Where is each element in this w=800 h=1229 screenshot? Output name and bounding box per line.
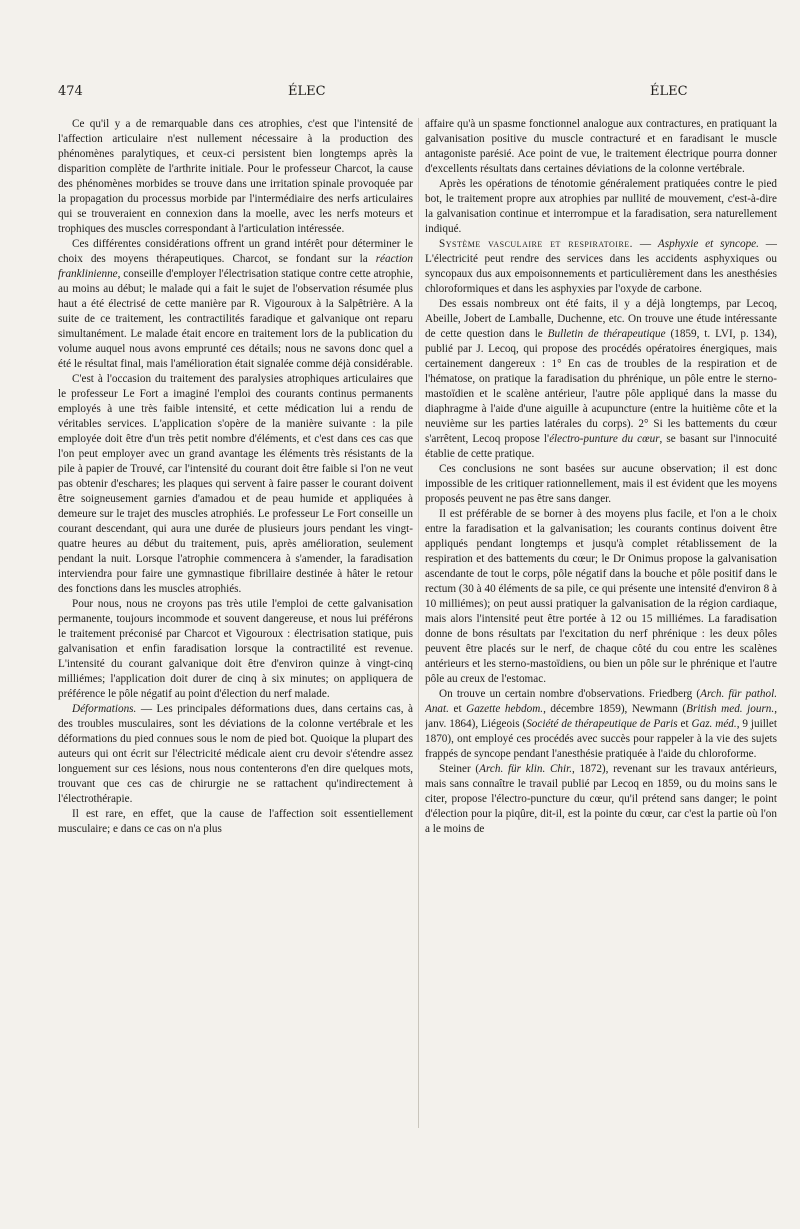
text: , décembre 1859), Newmann ( <box>543 703 687 715</box>
text: — Les principales déformations dues, dans certains cas, à des troubles musculaires, sont les déviations de la colonne vertébrale et les déformations du pied connues sous le nom de pied bot. Quoique la plupart des auteurs qui ont écrit sur l'électricité médicale aient cru devoir s'étendre assez longuement sur ces lésions, nous nous contenterons d'en dire quelques mots, trouvant que ces cas de chirurgie ne se rattachent qu'indirectement à l'électrothérapie. <box>58 703 413 805</box>
text: Steiner ( <box>439 763 480 775</box>
subsection-heading: Asphyxie et syncope. <box>657 238 759 250</box>
italic-term: réaction franklinienne <box>58 253 413 280</box>
citation: Gaz. méd. <box>691 718 737 730</box>
citation: British med. journ. <box>686 703 775 715</box>
paragraph <box>58 117 413 237</box>
paragraph <box>425 462 777 507</box>
paragraph <box>58 372 413 597</box>
text: Des essais nombreux ont été faits, il y a déjà longtemps, par Lecoq, Abeille, Jobert de Lamballe, Duchenne, etc. On trouve une étude intéressante de cette question dans le <box>425 298 777 340</box>
paragraph <box>58 597 413 702</box>
text: , 9 juillet 1870), ont employé ces procédés avec succès pour rappeler à la vie des sujets frappés de syncope pendant l'anesthésie pratiquée à l'aide du chloroforme. <box>425 718 777 760</box>
text: Il est rare, en effet, que la cause de l'affection soit essentiellement musculaire; e dans ce cas on n'a plus <box>58 808 413 835</box>
citation: Société de thérapeutique de Paris <box>526 718 678 730</box>
text: affaire qu'à un spasme fonctionnel analogue aux contractures, en pratiquant la galvanisation positive du muscle contracturé et en faradisant le muscle antagoniste parésié. Ace point de vue, le traitement électrique pourra donner d'excellents résultats dans certaines déviations de la colonne vertébrale. <box>425 118 777 175</box>
text: — <box>632 238 658 250</box>
paragraph <box>58 702 413 807</box>
running-head-left: ÉLEC <box>288 84 326 99</box>
text: Ces différentes considérations offrent un grand intérêt pour déterminer le choix des moyens thérapeutiques. Charcot, se fondant sur la <box>58 238 413 265</box>
text: , 1872), revenant sur les travaux antérieurs, mais sans connaître le travail publié par Lecoq en 1859, ou du moins sans le citer, propose l'électro-puncture du cœur, qu'il prétend sans danger; le point d'élection pour la piqûre, dit-il, est la pointe du cœur, car c'est la partie où l'on a le moins de <box>425 763 777 835</box>
citation: Arch. für klin. Chir. <box>479 763 573 775</box>
paragraph <box>425 237 777 297</box>
right-column <box>425 117 777 1197</box>
paragraph <box>425 507 777 687</box>
text: On trouve un certain nombre d'observations. Friedberg ( <box>439 688 701 700</box>
page-header <box>58 84 766 104</box>
section-heading: Système vasculaire et respiratoire. <box>439 238 633 250</box>
text: Il est préférable de se borner à des moyens plus facile, et l'on a le choix entre la faradisation et la galvanisation; les courants continus doivent être appliqués pendant longtemps et jusqu'à complet rétablissement de la respiration et des battements du cœur; le Dr Onimus propose la galvanisation ascendante de tout le corps, pôle négatif dans la bouche et pôle positif dans le rectum (30 à 40 éléments de sa pile, ce qui présente une intensité d'environ 8 à 10 milliémes); on peut aussi pratiquer la galvanisation de la région cardiaque, mais alors l'intensité peut être portée à 12 ou 15 milliémes. La faradisation donne de bons résultats par l'excitation du nerf phrénique : les deux pôles peuvent être placés sur le nerf, de chaque côté du cou entre les scalènes antérieurs et les sterno-mastoïdiens, ou bien un pôle sur le phrénique et l'autre pôle au creux de l'estomac. <box>425 508 777 685</box>
paragraph <box>425 117 777 177</box>
text: Ce qu'il y a de remarquable dans ces atrophies, c'est que l'intensité de l'affection articulaire n'est nullement nécessaire à la production des phénomènes paralytiques, et ceux-ci persistent bien longtemps après la disparition complète de l'arthrite initiale. Pour le professeur Charcot, la cause des phénomènes morbides se trouve dans une irritation spinale provoquée par la propagation du processus morbide par l'intermédiaire des nerfs articulaires qui se trouveraient en connexion dans la moelle, avec les nerfs moteurs et trophiques des muscles correspondant à l'articulation intéressée. <box>58 118 413 235</box>
italic-term: Bulletin de thérapeutique <box>547 328 666 340</box>
text: — L'électricité peut rendre des services dans les accidents asphyxiques ou syncopaux dus aux empoisonnements et particulièrement dans les anesthésies chloroformiques et dans les asphyxies par l'oxyde de carbone. <box>425 238 777 295</box>
paragraph <box>58 237 413 372</box>
text: Ces conclusions ne sont basées sur aucune observation; il est donc impossible de les critiquer rationnellement, mais il est évident que les moyens proposés peuvent ne pas être sans danger. <box>425 463 777 505</box>
text: , se basant sur l'innocuité établie de cette pratique. <box>425 433 777 460</box>
text: C'est à l'occasion du traitement des paralysies atrophiques articulaires que le professeur Le Fort a imaginé l'emploi des courants continus permanents employés à une très faible intensité, et cette médication lui a rendu de véritables services. L'application s'opère de la manière suivante : la pile employée doit être d'un très petit nombre d'éléments, et c'est dans ces cas que l'on peut employer avec un grand avantage les éléments très résistants de la pile à papier de Trouvé, car l'intensité du courant doit être faible si l'on ne veut pas obtenir d'eschares; les plaques qui servent à faire passer le courant doivent être soigneusement garnies d'amadou et de peau humide et appliquées à demeure sur le trajet des muscles atrophiés. Le professeur Le Fort conseille un courant descendant, qui aura une durée de plusieurs jours pendant les vingt-quatre heures au début du traitement, puis, après amélioration, seulement pendant la nuit. Lorsque l'atrophie commencera à s'amender, la faradisation interviendra pour faire une gymnastique fibrillaire destinée à hâter le retour des fonctions dans les muscles atrophiés. <box>58 373 413 595</box>
paragraph <box>425 687 777 762</box>
text: (1859, t. LVI, p. 134), publié par J. Lecoq, qui propose des procédés opératoires énergiques, mais certainement dangereux : 1° En cas de troubles de la respiration et de l'hématose, on pratique la faradisation du phrénique, un pôle entre le sterno-mastoïdien et le scalène antérieur, l'autre pôle appliqué dans la masse du diaphragme à l'aide d'une aiguille à acupuncture (entre la huitième côte et la neuvième sur les parties latérales du corps). 2° Si les battements du cœur s'arrêtent, Lecoq propose l' <box>425 328 777 445</box>
citation: Gazette hebdom. <box>466 703 544 715</box>
paragraph <box>425 297 777 462</box>
paragraph <box>425 762 777 837</box>
text: Pour nous, nous ne croyons pas très utile l'emploi de cette galvanisation permanente, toujours incommode et souvent dangereuse, et nous lui préférons le traitement préconisé par Charcot et Vigouroux : électrisation statique, puis galvanisation et enfin faradisation lorsque la contractilité est revenue. L'intensité du courant galvanique doit être d'environ quinze à vingt-cinq milliémes; l'application doit durer de cinq à six minutes; on appliquera de préférence le pôle négatif au point d'élection du nerf malade. <box>58 598 413 700</box>
text: Après les opérations de ténotomie généralement pratiquées contre le pied bot, le traitement propre aux atrophies par nullité de mouvement, c'est-à-dire la galvanisation continue et interrompue et la faradisation, sera naturellement indiqué. <box>425 178 777 235</box>
text: et <box>448 703 467 715</box>
paragraph <box>58 807 413 837</box>
text: , janv. 1864), Liégeois ( <box>425 703 777 730</box>
column-divider <box>418 118 419 1128</box>
paragraph <box>425 177 777 237</box>
italic-term: électro-punture du cœur <box>549 433 660 445</box>
citation: Arch. für pathol. Anat. <box>425 688 777 715</box>
running-head-right: ÉLEC <box>650 84 688 99</box>
section-heading: Déformations. <box>72 703 137 715</box>
text: et <box>677 718 692 730</box>
page-number: 474 <box>58 84 83 99</box>
text: , conseille d'employer l'électrisation statique contre cette atrophie, au moins au début; le malade qui a fait le sujet de l'observation résumée plus haut a été électrisé de cette manière par R. Vigouroux à la Salpêtrière. A la suite de ce traitement, les contractilités faradique et galvanique ont reparu simultanément. Le malade était encore en traitement lors de la publication du volume auquel nous avons emprunté ces détails; nous ne savons donc quel a été le résultat final, mais l'amélioration était signalée comme déjà considérable. <box>58 268 413 370</box>
left-column <box>58 117 413 1197</box>
